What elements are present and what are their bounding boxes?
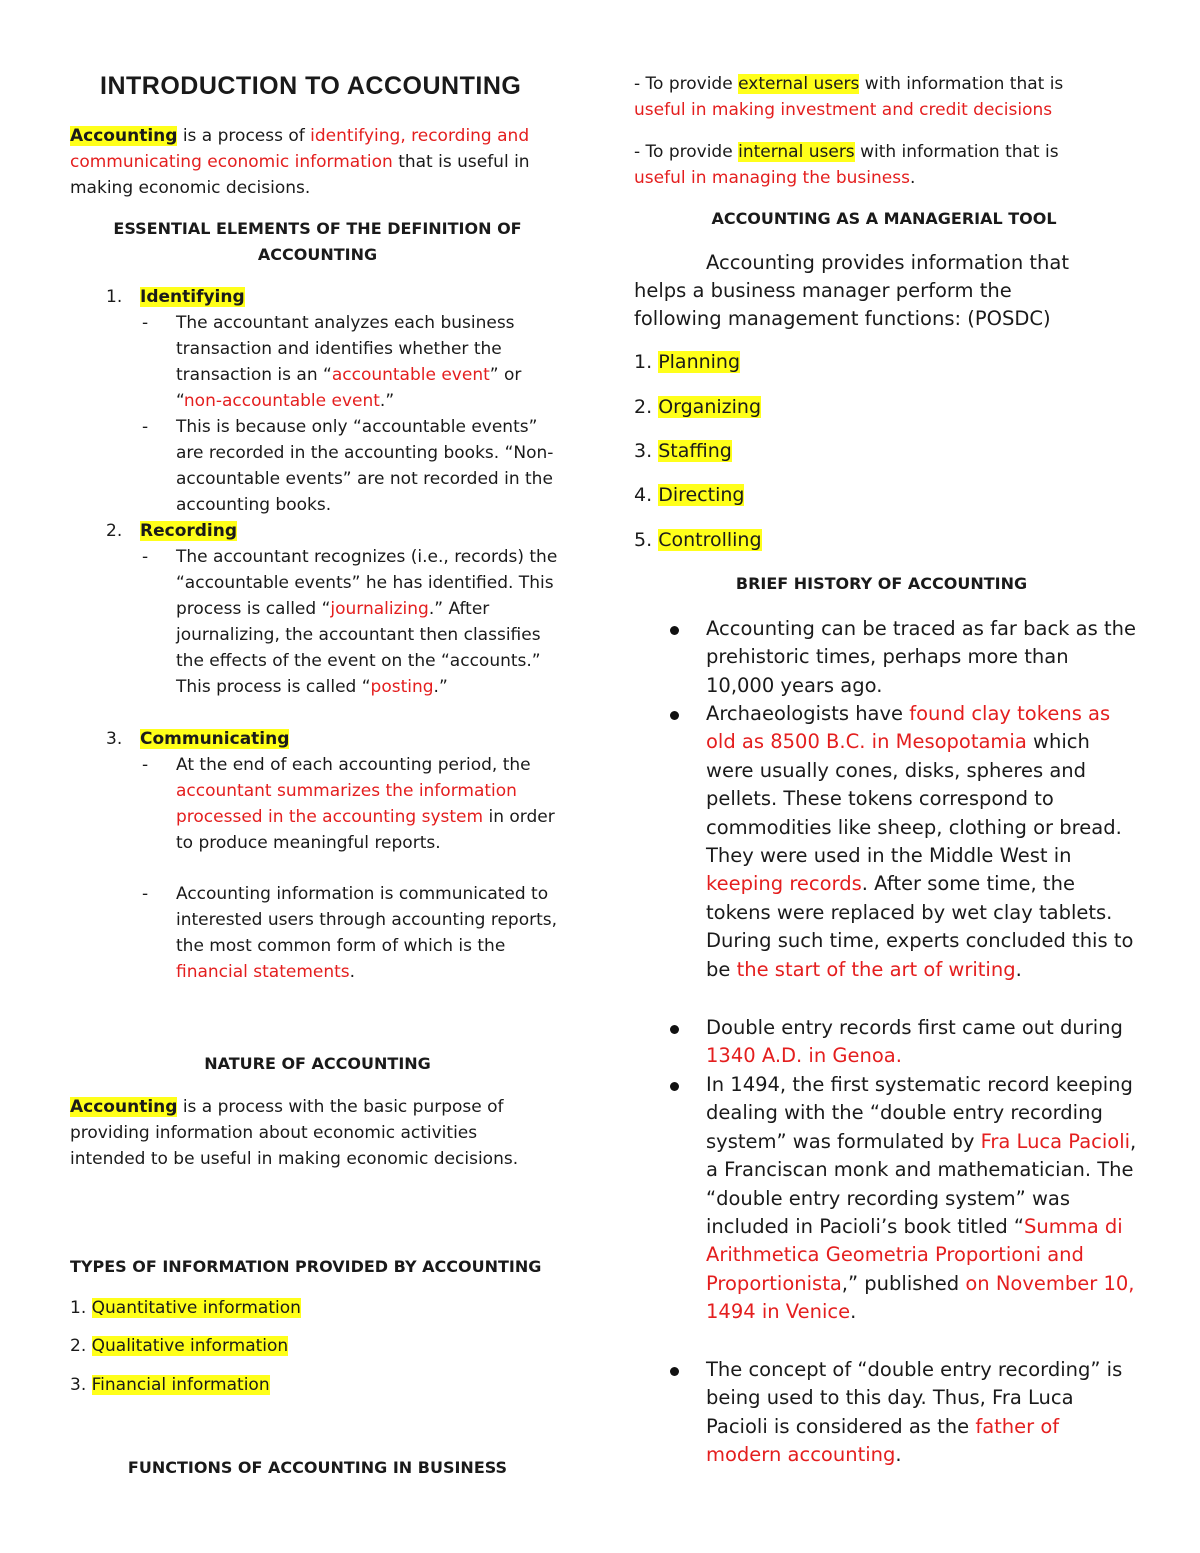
types-heading: TYPES OF INFORMATION PROVIDED BY ACCOUNTING — [70, 1257, 542, 1276]
element-label: Communicating — [140, 729, 290, 749]
list-number: 1. — [106, 287, 123, 307]
types-item: 2. Qualitative information — [70, 1336, 289, 1356]
list-item: Accounting information is communicated to interested users through accounting reports, the most common form of which is the financial statements. — [176, 884, 558, 982]
managerial-heading: ACCOUNTING AS A MANAGERIAL TOOL — [711, 209, 1057, 228]
definition-term: Accounting — [70, 126, 178, 146]
list-item: The accountant recognizes (i.e., records) the “accountable events” he has identified. This process is called “journalizing.” After journalizing, the accountant then classifies the effects of the event on the “accounts.” This process is called “posting.” — [176, 547, 558, 697]
bullet-dot — [670, 1025, 679, 1034]
types-item: 1. Quantitative information — [70, 1298, 301, 1318]
dash-bullet: - — [142, 884, 149, 904]
dash-bullet: - — [142, 313, 149, 333]
nature-heading: NATURE OF ACCOUNTING — [204, 1054, 431, 1073]
bullet-dot — [670, 626, 679, 635]
history-item: Double entry records first came out during 1340 A.D. in Genoa. — [706, 1016, 1123, 1068]
history-item: The concept of “double entry recording” is being used to this day. Thus, Fra Luca Pacioli is considered as the father of modern accounting. — [706, 1358, 1123, 1467]
element-label: Identifying — [140, 287, 245, 307]
function-item-internal: - To provide internal users with information that is useful in managing the business. — [634, 142, 1059, 188]
posdc-item: 5. Controlling — [634, 529, 762, 551]
element-label: Recording — [140, 521, 238, 541]
types-item: 3. Financial information — [70, 1375, 270, 1395]
posdc-item: 1. Planning — [634, 351, 741, 373]
definition-highlight: identifying, recording and communicating economic information — [70, 126, 530, 172]
nature-paragraph: Accounting is a process with the basic purpose of providing information about economic activities intended to be useful in making economic decisions. — [70, 1097, 519, 1169]
history-item: Archaeologists have found clay tokens as old as 8500 B.C. in Mesopotamia which were usually cones, disks, spheres and pellets. These tokens correspond to commodities like sheep, clothing or bread. They were used in the Middle West in keeping records. After some time, the tokens were replaced by wet clay tablets. During such time, experts concluded this to be the start of the art of writing. — [706, 702, 1134, 981]
bullet-dot — [670, 1082, 679, 1091]
bullet-dot — [670, 711, 679, 720]
posdc-item: 4. Directing — [634, 484, 745, 506]
page-title: INTRODUCTION TO ACCOUNTING — [100, 72, 522, 100]
list-item: At the end of each accounting period, the accountant summarizes the information processed in the accounting system in order to produce meaningful reports. — [176, 755, 555, 853]
list-number: 2. — [106, 521, 123, 541]
definition-paragraph: Accounting is a process of identifying, recording and communicating economic information that is useful in making economic decisions. — [70, 126, 530, 198]
dash-bullet: - — [142, 417, 149, 437]
history-item: Accounting can be traced as far back as the prehistoric times, perhaps more than 10,000 years ago. — [706, 617, 1136, 697]
bullet-dot — [670, 1367, 679, 1376]
dash-bullet: - — [142, 547, 149, 567]
function-item-external: - To provide external users with information that is useful in making investment and credit decisions — [634, 74, 1064, 120]
functions-heading: FUNCTIONS OF ACCOUNTING IN BUSINESS — [127, 1458, 508, 1477]
history-item: In 1494, the first systematic record keeping dealing with the “double entry recording system” was formulated by Fra Luca Pacioli, a Franciscan monk and mathematician. The “double entry recording system” was included in Pacioli’s book titled “Summa di Arithmetica Geometria Proportioni and Proportionista,” published on November 10, 1494 in Venice. — [706, 1073, 1137, 1324]
list-item: This is because only “accountable events” are recorded in the accounting books. “Non-accountable events” are not recorded in the accounting books. — [176, 417, 554, 515]
managerial-intro: Accounting provides information that helps a business manager perform the following management functions: (POSDC) — [634, 251, 1070, 330]
list-item: The accountant analyzes each business transaction and identifies whether the transaction is an “accountable event” or “non-accountable event.” — [176, 313, 522, 411]
posdc-item: 2. Organizing — [634, 396, 761, 418]
dash-bullet: - — [142, 755, 149, 775]
history-heading: BRIEF HISTORY OF ACCOUNTING — [735, 574, 1028, 593]
posdc-item: 3. Staffing — [634, 440, 732, 462]
list-number: 3. — [106, 729, 123, 749]
essential-heading: ESSENTIAL ELEMENTS OF THE DEFINITION OF ACCOUNTING — [113, 219, 522, 264]
